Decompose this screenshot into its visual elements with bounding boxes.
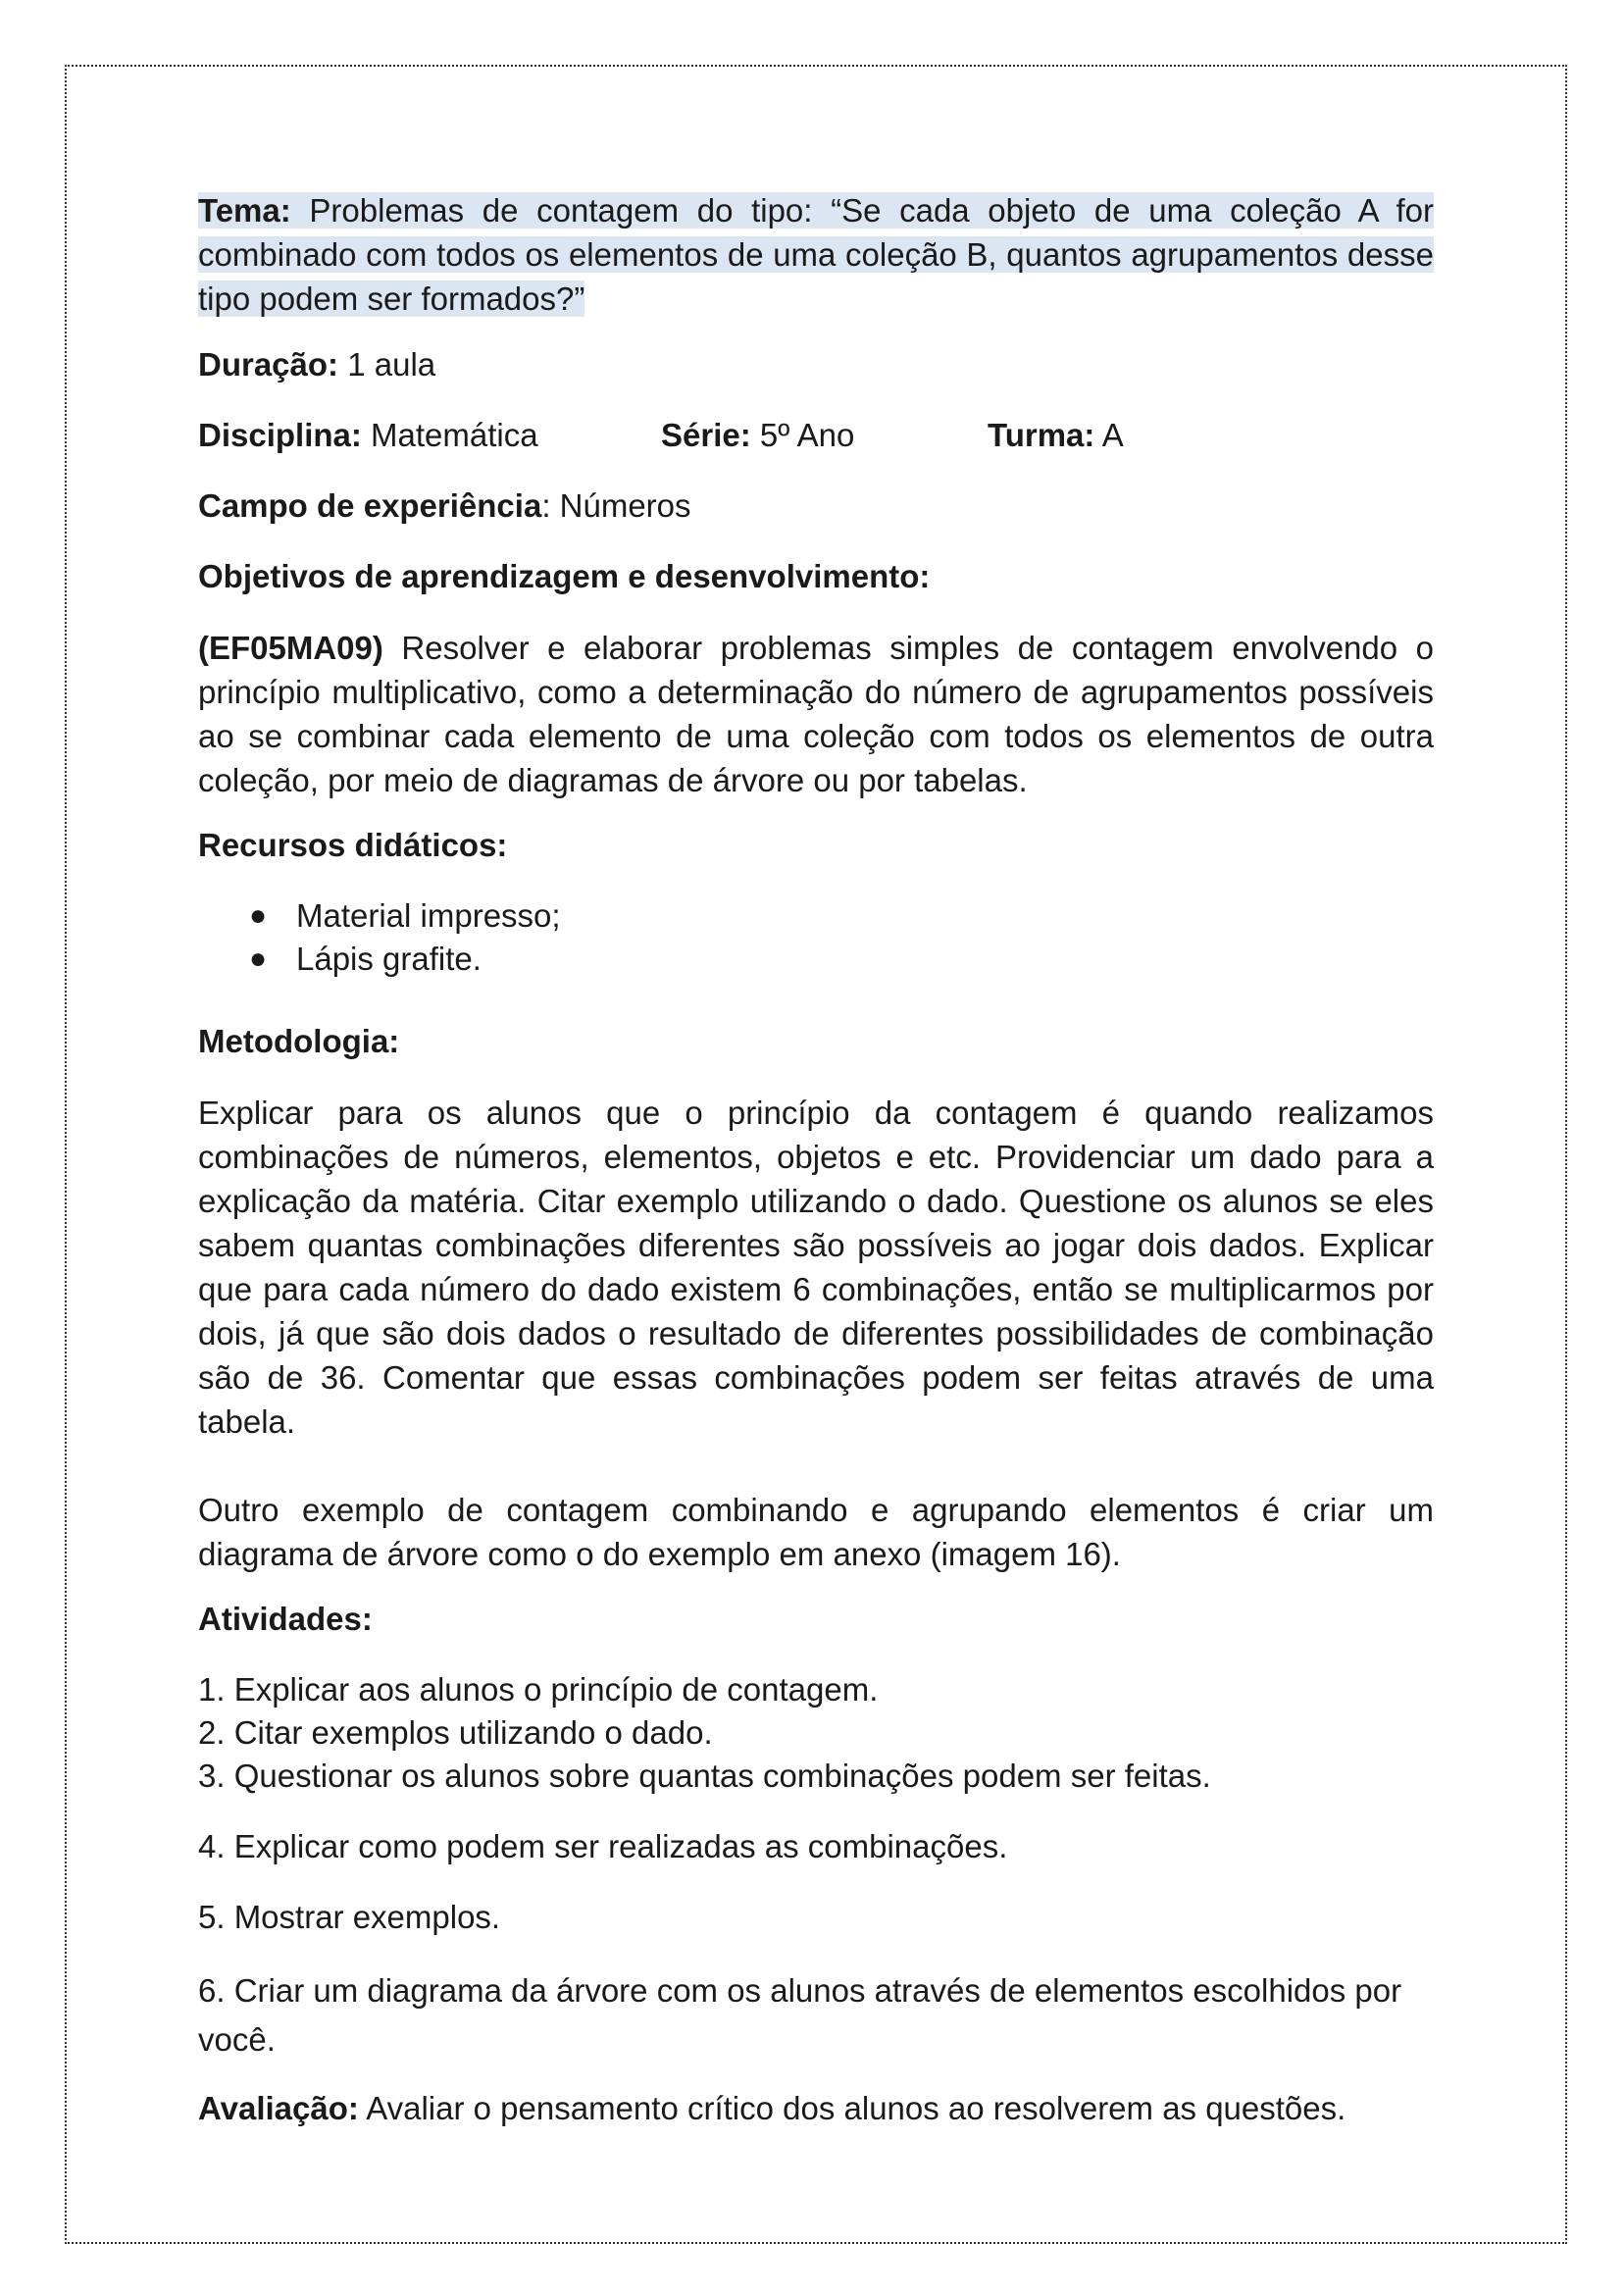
- serie-label: Série:: [661, 417, 751, 453]
- list-item: 4. Explicar como podem ser realizadas as combinações.: [198, 1828, 1008, 1864]
- avaliacao-label: Avaliação:: [198, 2090, 359, 2126]
- disciplina-row: [198, 413, 1434, 457]
- campo-line: [198, 484, 1434, 528]
- metodologia-paragraph-2: Outro exemplo de contagem combinando e agrupando elementos é criar um diagrama de árvore como o do exemplo em anexo (imagem 16).: [198, 1492, 1434, 1572]
- tema-text: Problemas de contagem do tipo: “Se cada objeto de uma coleção A for combinado com todos os elementos de uma coleção B, quantos agrupamentos desse tipo podem ser formados?”: [198, 192, 1434, 317]
- tema-label: Tema:: [198, 192, 291, 229]
- list-item: 2. Citar exemplos utilizando o dado.: [198, 1714, 713, 1751]
- disciplina-value: Matemática: [361, 417, 538, 453]
- duracao-label: Duração:: [198, 346, 339, 382]
- atividades-list: [198, 1668, 1434, 2065]
- recursos-list: [198, 894, 1434, 981]
- lesson-plan: [198, 188, 1434, 2130]
- objetivos-heading: Objetivos de aprendizagem e desenvolvimento:: [198, 558, 931, 594]
- avaliacao-line: [198, 2086, 1434, 2130]
- avaliacao-text: Avaliar o pensamento crítico dos alunos ao resolverem as questões.: [358, 2090, 1346, 2126]
- objetivos-code: (EF05MA09): [198, 630, 383, 666]
- disciplina-label: Disciplina:: [198, 417, 362, 453]
- serie-value: 5º Ano: [750, 417, 855, 453]
- campo-label: Campo de experiência: [198, 487, 542, 524]
- objetivos-paragraph: [198, 626, 1434, 802]
- turma-value: A: [1094, 417, 1124, 453]
- list-item: ● Lápis grafite.: [198, 938, 1434, 981]
- list-item: 5. Mostrar exemplos.: [198, 1899, 501, 1935]
- duracao-value: 1 aula: [338, 346, 436, 382]
- atividades-heading: Atividades:: [198, 1601, 373, 1637]
- objetivos-text: Resolver e elaborar problemas simples de contagem envolvendo o princípio multiplicativo, como a determinação do número de agrupamentos possíveis ao se combinar cada elemento de uma coleção com todos os elementos de outra coleção, por meio de diagramas de árvore ou por tabelas.: [198, 630, 1434, 798]
- turma-label: Turma:: [988, 417, 1095, 453]
- recursos-heading: Recursos didáticos:: [198, 827, 508, 863]
- metodologia-heading: Metodologia:: [198, 1023, 400, 1059]
- list-item: 3. Questionar os alunos sobre quantas combinações podem ser feitas.: [198, 1758, 1211, 1794]
- list-item: 6. Criar um diagrama da árvore com os alunos através de elementos escolhidos por você.: [198, 1972, 1402, 2058]
- bullet-icon: ●: [249, 899, 268, 932]
- tema-paragraph: [198, 188, 1434, 321]
- bullet-icon: ●: [249, 943, 268, 975]
- campo-value: : Números: [541, 487, 691, 524]
- duracao-line: [198, 342, 1434, 386]
- list-item: ● Material impresso;: [198, 894, 1434, 938]
- list-item: 1. Explicar aos alunos o princípio de contagem.: [198, 1671, 879, 1708]
- metodologia-paragraph-1: Explicar para os alunos que o princípio da contagem é quando realizamos combinações de números, elementos, objetos e etc. Providenciar um dado para a explicação da matéria. Citar exemplo utilizando o dado. Questione os alunos se eles sabem quantas combinações diferentes são possíveis ao jogar dois dados. Explicar que para cada número do dado existem 6 combinações, então se multiplicarmos por dois, já que são dois dados o resultado de diferentes possibilidades de combinação são de 36. Comentar que essas combinações podem ser feitas através de uma tabela.: [198, 1095, 1434, 1440]
